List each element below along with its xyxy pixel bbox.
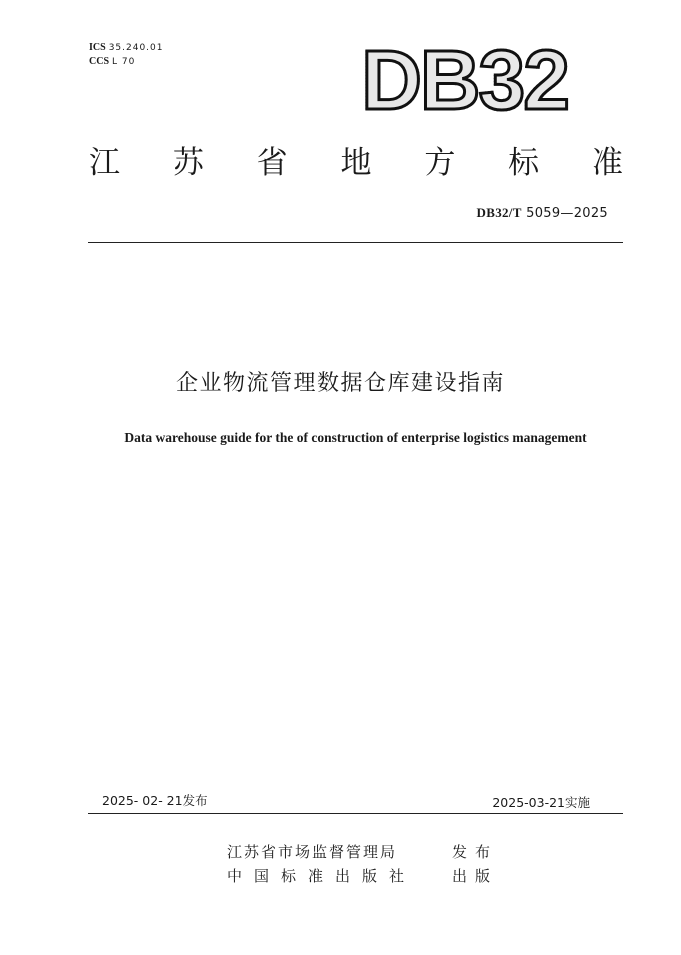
ics-label: ICS: [89, 42, 106, 53]
publisher-action: 发布: [452, 843, 499, 861]
publisher-action: 出版: [452, 867, 499, 885]
publisher-name: 江苏省市场监督管理局: [227, 843, 398, 861]
standard-number: [477, 205, 608, 222]
title-char: 地: [340, 145, 372, 181]
top-divider: [88, 242, 623, 243]
title-char: 苏: [172, 145, 204, 181]
standard-number-prefix: DB32/T: [476, 205, 522, 220]
classification-codes: [89, 41, 164, 69]
province-standard-title: [89, 143, 623, 183]
ics-value: 35.240.01: [108, 43, 164, 53]
title-char: 准: [591, 145, 623, 181]
title-char: 方: [424, 145, 456, 181]
title-char: 江: [89, 145, 120, 181]
title-char: 标: [508, 145, 540, 181]
ccs-label: CCS: [89, 56, 110, 67]
document-title-chinese: 企业物流管理数据仓库建设指南: [175, 371, 505, 396]
ccs-value: L 70: [112, 57, 136, 67]
publisher-block: [227, 840, 498, 888]
publisher-name: 中国标准出版社: [227, 867, 417, 885]
publisher-row: [227, 864, 498, 888]
bottom-divider: [88, 813, 623, 814]
document-title-english: Data warehouse guide for the of construction of enterprise logistics management: [124, 430, 587, 445]
db32-logo: DB32: [361, 33, 568, 127]
issue-date: 2025- 02- 21发布: [102, 793, 208, 808]
implementation-date: 2025-03-21实施: [492, 795, 590, 810]
ccs-code: [89, 55, 164, 69]
standard-number-value: 5059—2025: [521, 206, 608, 221]
ics-code: [89, 41, 164, 55]
publisher-row: [227, 840, 498, 864]
title-char: 省: [256, 145, 288, 181]
